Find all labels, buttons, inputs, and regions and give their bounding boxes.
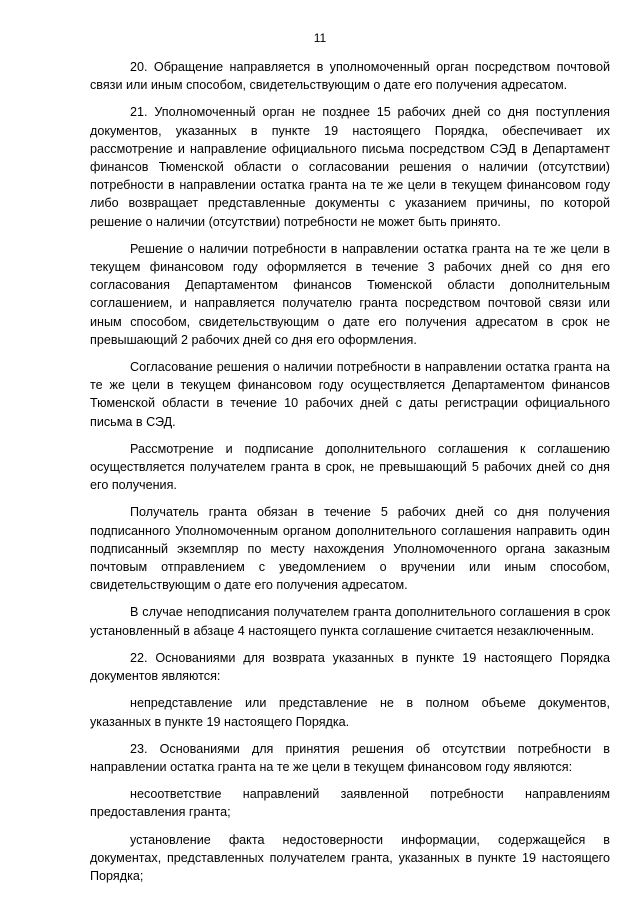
paragraph-21-unsigned: В случае неподписания получателем гранта дополнительного соглашения в срок установленный в абзаце 4 настоящего пункта соглашение считается незаключенным. xyxy=(90,605,610,638)
paragraph-23: 23. Основаниями для принятия решения об отсутствии потребности в направлении остатка гранта на те же цели в текущем финансовом году являются: xyxy=(90,741,610,774)
paragraph-23-ground-2: установление факта недостоверности информации, содержащейся в документах, представленных получателем гранта, указанных в пункте 19 настоящего Порядка; xyxy=(90,832,610,883)
paragraph-21: 21. Уполномоченный орган не позднее 15 рабочих дней со дня поступления документов, указанных в пункте 19 настоящего Порядка, обеспечивает их рассмотрение и направление официального письма посредством СЭД в Департамент финансов Тюменской области о согласовании решения о наличии (отсутствии) потребности в направлении остатка гранта на те же цели в текущем финансовом году либо возвращает представленные документы с указанием причины, по которой решение о наличии (отсутствии) потребности не может быть принято. xyxy=(90,105,610,229)
paragraph-21-review: Рассмотрение и подписание дополнительного соглашения к соглашению осуществляется получателем гранта в срок, не превышающий 5 рабочих дней со дня его получения. xyxy=(90,441,610,493)
document-body xyxy=(90,58,610,894)
paragraph-21-approval: Согласование решения о наличии потребности в направлении остатка гранта на те же цели в текущем финансовом году осуществляется Департаментом финансов Тюменской области в течение 10 рабочих дней с даты регистрации официального письма в СЭД. xyxy=(90,360,610,429)
paragraph-21-decision: Решение о наличии потребности в направлении остатка гранта на те же цели в текущем финансовом году оформляется в течение 3 рабочих дней со дня его согласования Департаментом финансов Тюменской области дополнительным соглашением, и направляется получателю гранта посредством почтовой связи или иным способом, свидетельствующим о дате его получения адресатом в срок не превышающий 2 рабочих дней со дня его оформления. xyxy=(90,241,610,347)
paragraph-21-obligation: Получатель гранта обязан в течение 5 рабочих дней со дня получения подписанного Уполномоченным органом дополнительного соглашения направить один подписанный экземпляр по месту нахождения Уполномоченного органа заказным почтовым отправлением с уведомлением о вручении или иным способом, свидетельствующим о дате его получения адресатом. xyxy=(90,505,610,593)
paragraph-22: 22. Основаниями для возврата указанных в пункте 19 настоящего Порядка документов являются: xyxy=(90,650,610,684)
paragraph-22-ground-1: непредставление или представление не в полном объеме документов, указанных в пункте 19 настоящего Порядка. xyxy=(90,696,610,729)
paragraph-20: 20. Обращение направляется в уполномоченный орган посредством почтовой связи или иным способом, свидетельствующим о дате его получения адресатом. xyxy=(90,60,610,93)
page-number: 11 xyxy=(313,31,327,45)
paragraph-23-ground-1: несоответствие направлений заявленной потребности направлениям предоставления гранта; xyxy=(90,787,610,820)
